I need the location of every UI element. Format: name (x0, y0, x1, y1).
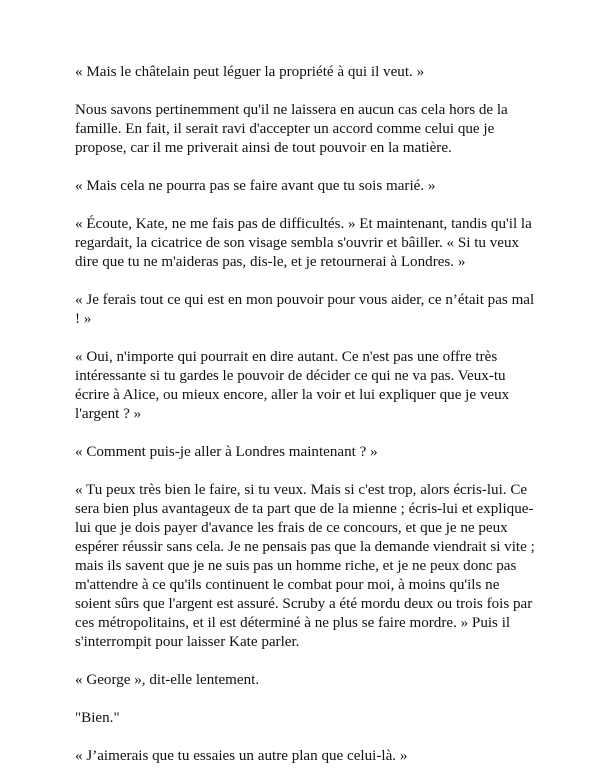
paragraph-2: Nous savons pertinemment qu'il ne laissera en aucun cas cela hors de la famille. En fait, il serait ravi d'accepter un accord comme celui que je propose, car il me priverait ainsi de tout pouvoir en la matière. (75, 102, 508, 156)
paragraph-3: « Mais cela ne pourra pas se faire avant que tu sois marié. » (75, 178, 436, 194)
paragraph-9: « George », dit-elle lentement. (75, 672, 260, 688)
paragraph-4: « Écoute, Kate, ne me fais pas de difficultés. » Et maintenant, tandis qu'il la regardait, la cicatrice de son visage sembla s'ouvrir et bâiller. « Si tu veux dire que tu ne m'aideras pas, dis-le, et je retournerai à Londres. » (75, 216, 532, 270)
paragraph-5: « Je ferais tout ce qui est en mon pouvoir pour vous aider, ce n’était pas mal ! » (75, 292, 535, 327)
paragraph-1: « Mais le châtelain peut léguer la propriété à qui il veut. » (75, 64, 425, 80)
paragraph-7: « Comment puis-je aller à Londres maintenant ? » (75, 444, 378, 460)
paragraph-8: « Tu peux très bien le faire, si tu veux. Mais si c'est trop, alors écris-lui. Ce sera bien plus avantageux de ta part que de la mienne ; écris-lui et explique- lui que je dois payer d'avance les frais de ce concours, et que je ne peux espérer réussir sans cela. Je ne pensais pas que la demande viendrait si vite ; mais ils savent que je ne suis pas un homme riche, et je ne peux donc pas m'attendre à ce qu'ils continuent le combat pour moi, à moins qu'ils ne soient sûrs que l'argent est assuré. Scruby a été mordu deux ou trois fois par ces métropolitains, et il est déterminé à ne plus se faire mordre. » Puis il s'interrompit pour laisser Kate parler. (75, 482, 535, 650)
paragraph-10: "Bien." (75, 710, 120, 726)
paragraph-6: « Oui, n'importe qui pourrait en dire autant. Ce n'est pas une offre très intéressante si tu gardes le pouvoir de décider ce qui ne va pas. Veux-tu écrire à Alice, ou mieux encore, aller la voir et lui expliquer que je veux l'argent ? » (75, 349, 510, 422)
paragraph-11: « J’aimerais que tu essaies un autre plan que celui-là. » (75, 748, 408, 764)
